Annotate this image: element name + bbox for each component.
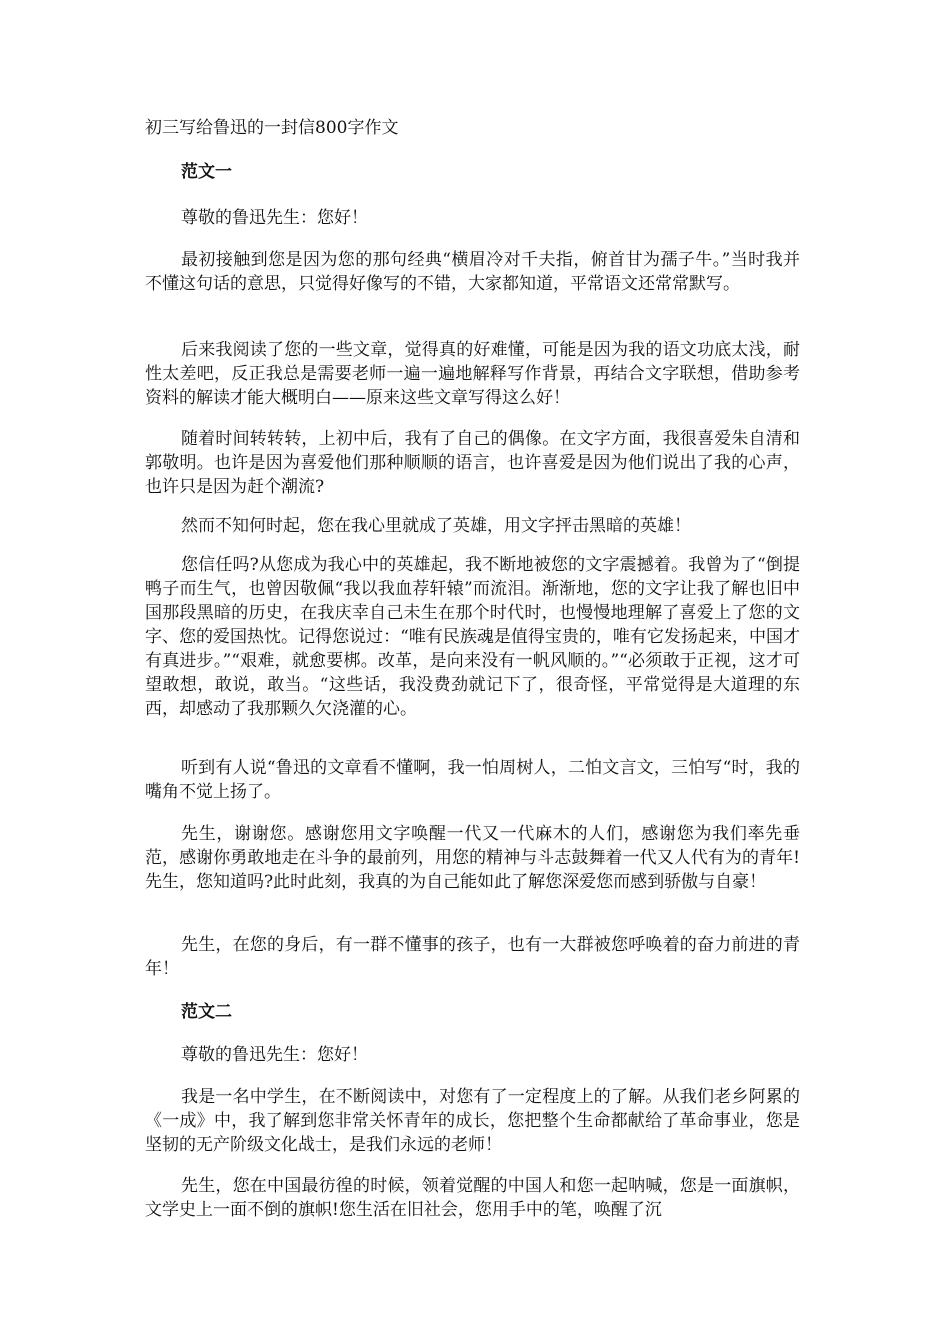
sample1-paragraph-8: 先生，在您的身后，有一群不懂事的孩子，也有一大群被您呼唤着的奋力前进的青年！ — [145, 935, 800, 979]
sample1-greeting: 尊敬的鲁迅先生：您好！ — [181, 208, 368, 228]
sample1-paragraph-4: 然而不知何时起，您在我心里就成了英雄，用文字抨击黑暗的英雄！ — [181, 516, 691, 536]
sample1-paragraph-2: 后来我阅读了您的一些文章，觉得真的好难懂，可能是因为我的语文功底太浅，耐性太差吧，反正我总是需要老师一遍一遍地解释写作背景，再结合文字联想，借助参考资料的解读才能大概明白——原来这些文章写得这么好！ — [145, 340, 800, 408]
sample2-heading: 范文二 — [181, 1002, 232, 1022]
sample1-paragraph-5: 您信任吗?从您成为我心中的英雄起，我不断地被您的文字震撼着。我曾为了“倒提鸭子而生气，也曾因敬佩“我以我血荐轩辕”而流泪。渐渐地，您的文字让我了解也旧中国那段黑暗的历史，在我庆幸自己未生在那个时代时，也慢慢地理解了喜爱上了您的文字、您的爱国热忱。记得您说过：“唯有民族魂是值得宝贵的，唯有它发扬起来，中国才有真进步。”“艰难，就愈要梆。改革，是向来没有一帆风顺的。”“必须敢于正视，这才可望敢想，敢说，敢当。“这些话，我没费劲就记下了，很奇怪，平常觉得是大道理的东西，却感动了我那颗久欠浇灌的心。 — [145, 555, 800, 719]
sample1-paragraph-6: 听到有人说“鲁迅的文章看不懂啊，我一怕周树人，二怕文言文，三怕写“时，我的嘴角不觉上扬了。 — [145, 758, 800, 802]
sample2-greeting: 尊敬的鲁迅先生：您好！ — [181, 1045, 368, 1065]
document-title: 初三写给鲁迅的一封信800字作文 — [145, 118, 399, 138]
sample2-paragraph-2: 先生，您在中国最彷徨的时候，领着觉醒的中国人和您一起呐喊，您是一面旗帜，文学史上一面不倒的旗帜!您生活在旧社会，您用手中的笔，唤醒了沉 — [145, 1176, 800, 1220]
sample1-paragraph-7: 先生，谢谢您。感谢您用文字唤醒一代又一代麻木的人们，感谢您为我们率先垂范，感谢你勇敢地走在斗争的最前列，用您的精神与斗志鼓舞着一代又人代有为的青年!先生，您知道吗?此时此刻，我真的为自己能如此了解您深爱您而感到骄傲与自豪！ — [145, 824, 800, 892]
sample1-heading: 范文一 — [181, 162, 232, 182]
sample1-paragraph-1: 最初接触到您是因为您的那句经典“横眉冷对千夫指，俯首甘为孺子牛。”当时我并不懂这句话的意思，只觉得好像写的不错，大家都知道，平常语文还常常默写。 — [145, 250, 800, 294]
sample2-paragraph-1: 我是一名中学生，在不断阅读中，对您有了一定程度上的了解。从我们老乡阿累的《一成》中，我了解到您非常关怀青年的成长，您把整个生命都献给了革命事业，您是坚韧的无产阶级文化战士，是我们永远的老师！ — [145, 1087, 800, 1155]
sample1-paragraph-3: 随着时间转转转，上初中后，我有了自己的偶像。在文字方面，我很喜爱朱自清和郭敬明。也许是因为喜爱他们那种顺顺的语言，也许喜爱是因为他们说出了我的心声，也许只是因为赶个潮流? — [145, 429, 800, 497]
